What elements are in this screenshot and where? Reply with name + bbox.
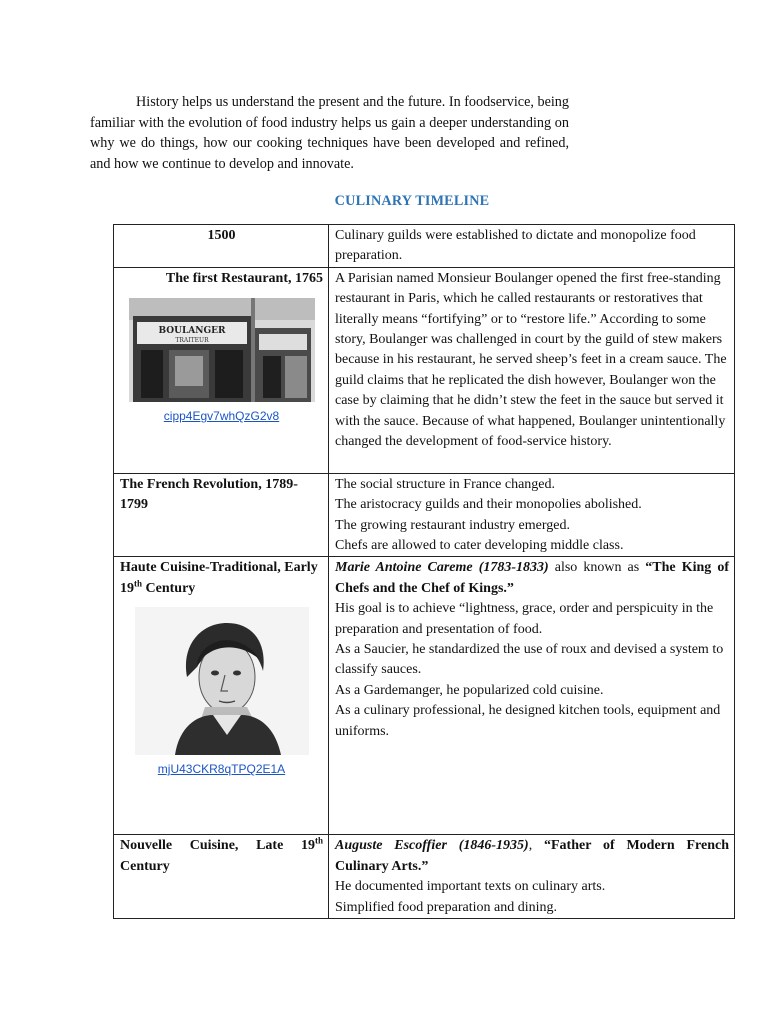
era-cell [114, 225, 329, 268]
photo-caption-link[interactable]: cipp4Egv7whQzG2v8 [163, 409, 280, 424]
description-line: The aristocracy guilds and their monopolies abolished. [335, 497, 642, 513]
era-cell [114, 473, 329, 557]
chef-aka: also known as [548, 560, 646, 576]
era-cell [114, 835, 329, 919]
description-intro [335, 836, 729, 877]
era-cell [114, 267, 329, 473]
era-cell [114, 557, 329, 835]
description-line: Simplified food preparation and dining. [335, 899, 558, 915]
chef-title: “The King of Chefs and the Chef of Kings.” [335, 560, 729, 596]
era-title: 1500 [207, 228, 236, 243]
table-row [114, 267, 735, 473]
era-title: The French Revolution, 1789-1799 [120, 476, 298, 513]
description-cell [329, 267, 735, 473]
table-row [114, 473, 735, 557]
era-title-part: Haute Cuisine-Traditional, Early 19 [120, 560, 318, 596]
era-title-sup: th [314, 835, 323, 846]
description-cell [329, 473, 735, 557]
description-line: The growing restaurant industry emerged. [335, 517, 570, 533]
era-title [120, 558, 323, 599]
careme-portrait [135, 607, 309, 755]
description-intro [335, 558, 729, 599]
intro-paragraph [90, 92, 569, 174]
era-title-part: Century [142, 580, 196, 596]
era-title: The first Restaurant, 1765 [165, 270, 323, 286]
description-cell [329, 557, 735, 835]
sign-text: BOULANGER [157, 326, 226, 337]
table-row [114, 557, 735, 835]
table-row [114, 225, 735, 268]
page-heading: CULINARY TIMELINE [334, 193, 490, 209]
description-cell [329, 835, 735, 919]
chef-title: “Father of Modern French Culinary Arts.” [335, 838, 729, 874]
era-title-part: Century [120, 858, 170, 874]
culinary-timeline-table [113, 224, 735, 919]
description-line: The social structure in France changed. [335, 476, 556, 492]
description-text: Culinary guilds were established to dictate and monopolize food preparation. [335, 228, 696, 264]
description-line: As a culinary professional, he designed kitchen tools, equipment and uniforms. [335, 703, 721, 739]
description-line: He documented important texts on culinary arts. [335, 879, 606, 895]
boulanger-restaurant-photo [129, 298, 315, 402]
portrait-caption-link[interactable]: mjU43CKR8qTPQ2E1A [157, 762, 286, 777]
era-title-sup: th [134, 578, 143, 589]
description-line: As a Saucier, he standardized the use of roux and devised a system to classify sauces. [335, 642, 724, 678]
intro-text: History helps us understand the present and the future. In foodservice, being familiar with the evolution of food industry helps us gain a deeper understanding on why we do things, how our cooking techniques have been developed and refined, and how we continue to develop and innovate. [90, 94, 569, 172]
description-line: His goal is to achieve “lightness, grace, order and perspicuity in the preparation and presentation of food. [335, 601, 714, 637]
sign-subtext: TRAITEUR [174, 337, 209, 345]
chef-name: Marie Antoine Careme (1783-1833) [335, 560, 549, 576]
era-title-part: Nouvelle Cuisine, Late 19 [120, 838, 315, 854]
description-line: As a Gardemanger, he popularized cold cuisine. [335, 682, 604, 698]
era-title [120, 836, 323, 877]
description-text: A Parisian named Monsieur Boulanger opened the first free-standing restaurant in Paris, which he called restaurants or restoratives that literally means “fortifying” or to “restore life.” According to some story, Boulanger was challenged in court by the guild of stew makers because in his restaurant, he served sheep’s feet in a cream sauce. The guild claims that he replicated the dish however, Boulanger won the case by claiming that he didn’t stew the feet in the sauce but served it with the sauce. Because of what happened, Boulanger unintentionally changed the development of food-service history. [335, 270, 727, 450]
separator: , [528, 838, 544, 854]
chef-name: Auguste Escoffier (1846-1935) [335, 838, 529, 854]
description-line: Chefs are allowed to cater developing middle class. [335, 538, 624, 554]
table-row [114, 835, 735, 919]
description-cell [329, 225, 735, 268]
